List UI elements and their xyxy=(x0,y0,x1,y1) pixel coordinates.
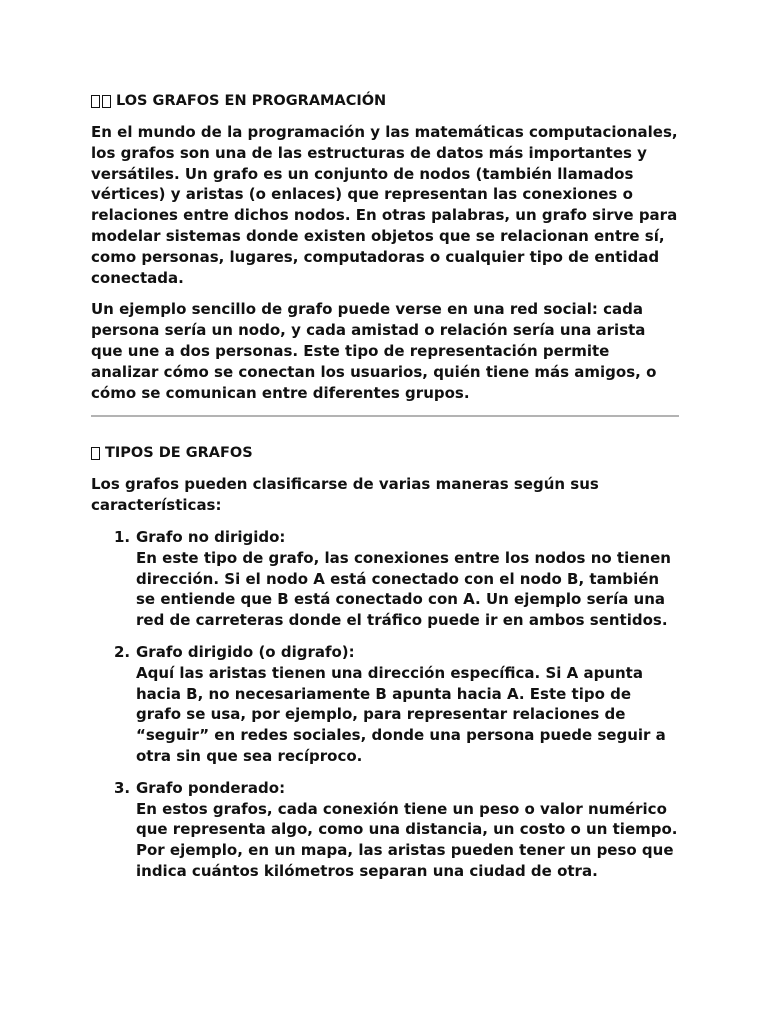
paragraph: En el mundo de la programación y las matemáticas computacionales, los grafos son una de las estructuras de datos más importantes y versátiles. Un grafo es un conjunto de nodos (también llamados vértices) y aristas (o enlaces) que representan las conexiones o relaciones entre dichos nodos. En otras palabras, un grafo sirve para modelar sistemas donde existen objetos que se relacionan entre sí, como personas, lugares, computadoras o cualquier tipo de entidad conectada. xyxy=(91,123,678,287)
list-item xyxy=(91,642,681,767)
list-item-title: Grafo ponderado: xyxy=(136,778,286,797)
section-heading-tipos xyxy=(91,443,681,463)
emoji-placeholder-icon xyxy=(91,447,102,460)
document-page xyxy=(91,91,681,893)
list-item-body: En este tipo de grafo, las conexiones entre los nodos no tienen dirección. Si el nodo A está conectado con el nodo B, también se entiende que B está conectado con A. Un ejemplo sería una red de carreteras donde el tráfico puede ir en ambos sentidos. xyxy=(136,548,671,630)
list-item-body: En estos grafos, cada conexión tiene un peso o valor numérico que representa algo, como una distancia, un costo o un tiempo. Por ejemplo, en un mapa, las aristas pueden tener un peso que indica cuántos kilómetros separan una ciudad de otra. xyxy=(136,799,678,880)
section-heading-grafos xyxy=(91,91,681,111)
emoji-placeholder-icon xyxy=(91,95,113,108)
list-number: 1. xyxy=(114,527,131,546)
list-item-body: Aquí las aristas tienen una dirección específica. Si A apunta hacia B, no necesariamente B apunta hacia A. Este tipo de grafo se usa, por ejemplo, para representar relaciones de “seguir” en redes sociales, donde una persona puede seguir a otra sin que sea recíproco. xyxy=(136,663,666,765)
horizontal-divider xyxy=(91,415,679,417)
missing-glyph-icon xyxy=(91,447,100,460)
list-item xyxy=(91,778,681,882)
paragraph-intro: Los grafos pueden clasificarse de varias maneras según sus características: xyxy=(91,475,599,515)
list-number: 2. xyxy=(114,642,131,661)
list-item-title: Grafo dirigido (o digrafo): xyxy=(136,642,355,661)
section-title: TIPOS DE GRAFOS xyxy=(105,445,253,462)
missing-glyph-icon xyxy=(91,95,100,108)
list-item xyxy=(91,527,681,631)
list-number: 3. xyxy=(114,778,131,797)
types-list xyxy=(91,527,681,882)
list-item-title: Grafo no dirigido: xyxy=(136,527,286,546)
paragraph: Un ejemplo sencillo de grafo puede verse en una red social: cada persona sería un nodo, y cada amistad o relación sería una arista que une a dos personas. Este tipo de representación permite analizar cómo se conectan los usuarios, quién tiene más amigos, o cómo se comunican entre diferentes grupos. xyxy=(91,300,657,402)
section-title: LOS GRAFOS EN PROGRAMACIÓN xyxy=(116,93,387,109)
missing-glyph-icon xyxy=(102,95,111,108)
